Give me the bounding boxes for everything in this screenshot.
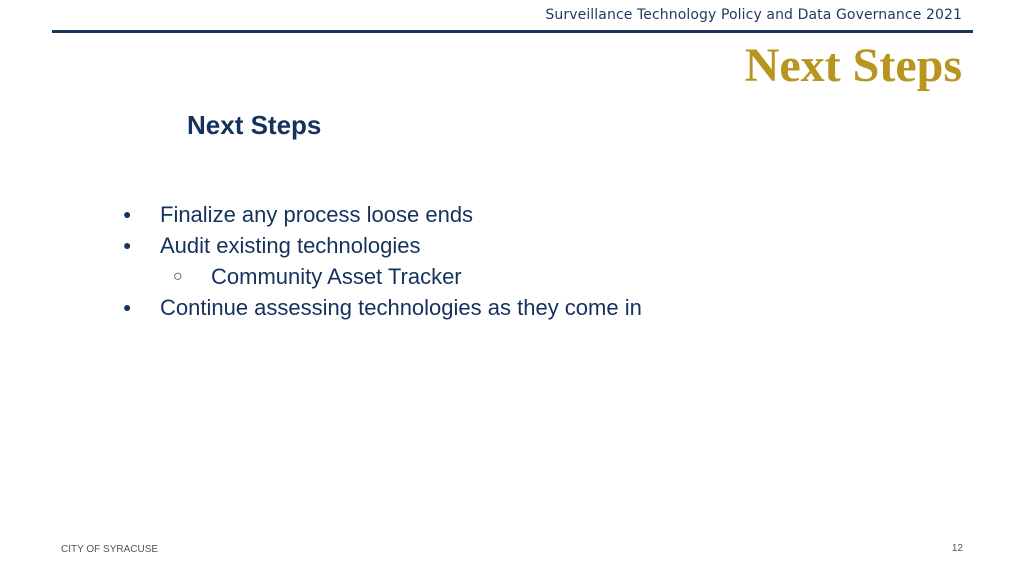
footer-organization: CITY OF SYRACUSE (61, 544, 159, 555)
bullet-text: Continue assessing technologies as they come in (160, 295, 642, 320)
section-title: Next Steps (187, 110, 322, 140)
bullet-text: Audit existing technologies (160, 233, 421, 258)
filled-bullet-icon: ● (123, 206, 132, 222)
bullet-item (0, 199, 1024, 230)
bullet-item (0, 292, 1024, 323)
header-divider (52, 30, 973, 33)
hollow-bullet-icon: ○ (173, 268, 183, 285)
sub-bullet-item (0, 261, 1024, 292)
filled-bullet-icon: ● (123, 237, 132, 253)
bullet-list (0, 199, 1024, 323)
filled-bullet-icon: ● (123, 299, 132, 315)
slide-title: Next Steps (744, 39, 962, 92)
header-subtitle: Surveillance Technology Policy and Data Governance 2021 (545, 7, 962, 23)
page-number: 12 (951, 543, 963, 554)
bullet-text: Finalize any process loose ends (160, 202, 474, 227)
bullet-item (0, 230, 1024, 261)
bullet-text: Community Asset Tracker (211, 264, 462, 289)
